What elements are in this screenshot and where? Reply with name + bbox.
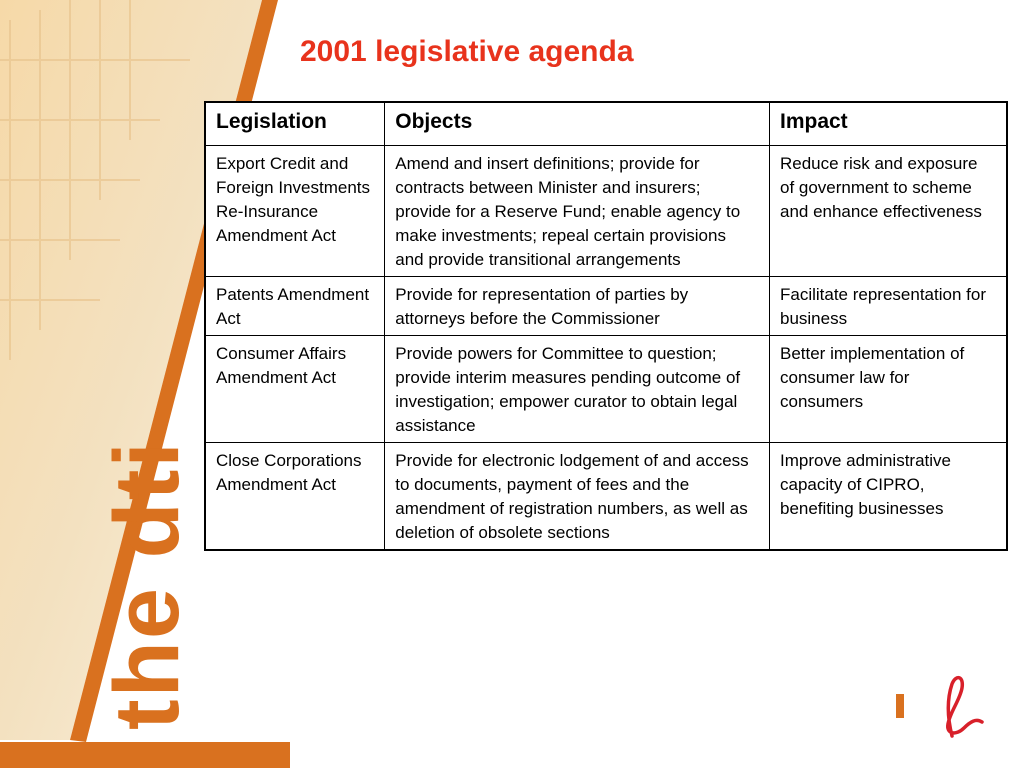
legislation-table [204, 101, 1008, 551]
red-ribbon-mark [948, 678, 982, 736]
table-row [205, 146, 1007, 277]
cell-legislation: Consumer Affairs Amendment Act [205, 336, 385, 443]
column-header-objects: Objects [385, 102, 770, 146]
sidebar-bottom-band [0, 742, 290, 768]
table-row [205, 277, 1007, 336]
brand-logo-text: the dti [96, 440, 198, 730]
cell-impact: Facilitate representation for business [769, 277, 1007, 336]
page-title: 2001 legislative agenda [300, 35, 634, 68]
cell-objects: Amend and insert definitions; provide for contracts between Minister and insurers; provide for a Reserve Fund; enable agency to make investments; repeal certain provisions and provide transitional arrangements [385, 146, 770, 277]
ribbon-logo-icon [890, 672, 990, 742]
cell-objects: Provide for representation of parties by attorneys before the Commissioner [385, 277, 770, 336]
cell-legislation: Export Credit and Foreign Investments Re-Insurance Amendment Act [205, 146, 385, 277]
cell-legislation: Close Corporations Amendment Act [205, 443, 385, 551]
cell-impact: Reduce risk and exposure of government to scheme and enhance effectiveness [769, 146, 1007, 277]
cell-objects: Provide powers for Committee to question; provide interim measures pending outcome of investigation; empower curator to obtain legal assistance [385, 336, 770, 443]
column-header-impact: Impact [769, 102, 1007, 146]
table-row [205, 336, 1007, 443]
column-header-legislation: Legislation [205, 102, 385, 146]
footer-bar-mark [896, 694, 904, 718]
cell-impact: Better implementation of consumer law for consumers [769, 336, 1007, 443]
cell-impact: Improve administrative capacity of CIPRO, benefiting businesses [769, 443, 1007, 551]
cell-legislation: Patents Amendment Act [205, 277, 385, 336]
table-header-row [205, 102, 1007, 146]
table-row [205, 443, 1007, 551]
cell-objects: Provide for electronic lodgement of and access to documents, payment of fees and the amendment of registration numbers, as well as deletion of obsolete sections [385, 443, 770, 551]
